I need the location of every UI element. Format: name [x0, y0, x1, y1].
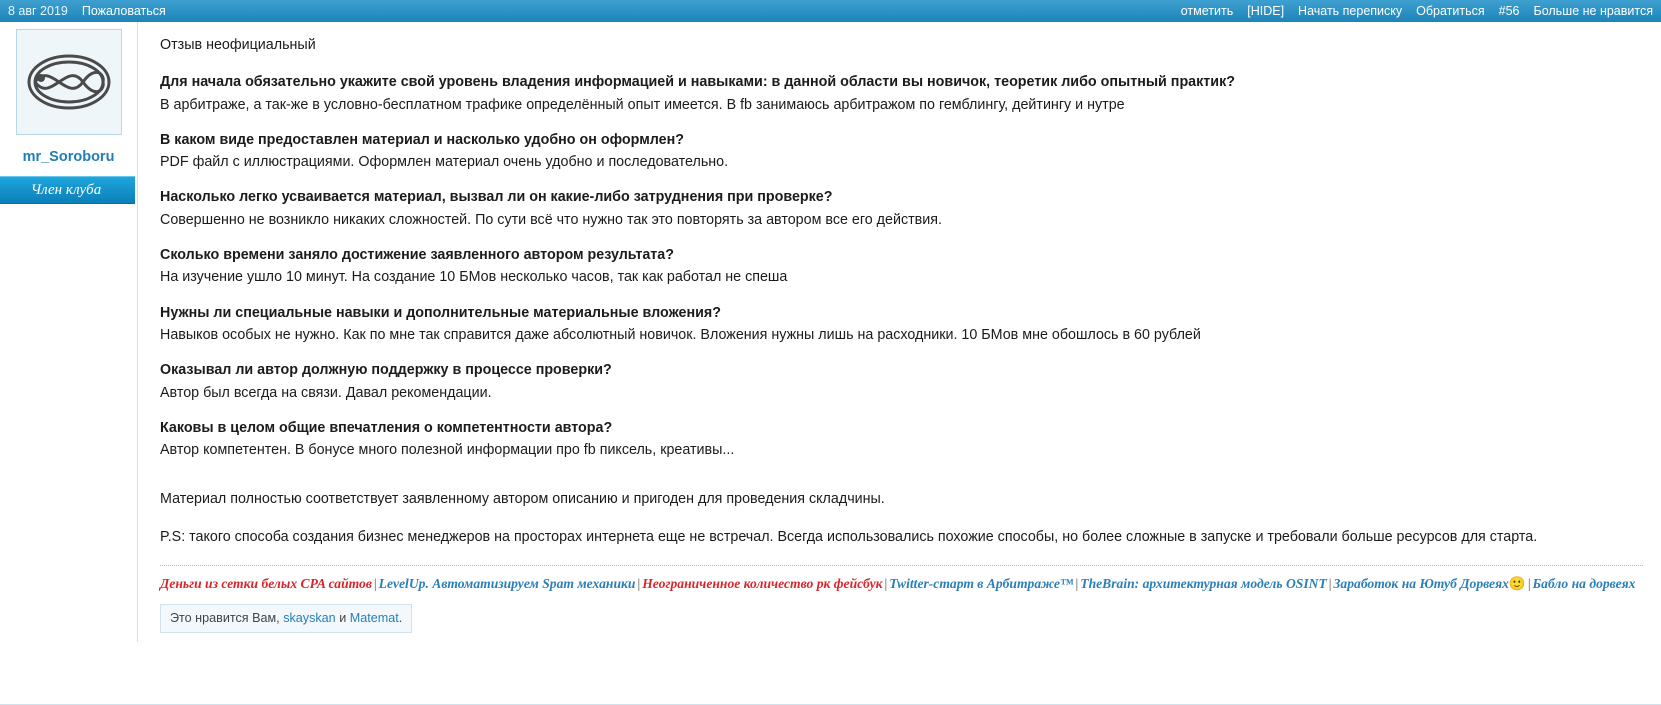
post-body [0, 22, 1661, 642]
username[interactable]: mr_Soroboru [22, 149, 115, 165]
infinity-knot-avatar-icon [21, 34, 117, 130]
post-closing [160, 490, 1643, 547]
unlike-link[interactable]: Больше не нравится [1533, 4, 1653, 18]
qa-block [160, 131, 1643, 173]
qa-answer: На изучение ушло 10 минут. На создание 10 БМов несколько часов, так как работал не спеша [160, 269, 788, 286]
qa-block [160, 73, 1643, 115]
smiley-icon: 🙂 [1508, 576, 1526, 592]
qa-question: Оказывал ли автор должную поддержку в процессе проверки? [160, 362, 612, 379]
avatar[interactable] [16, 29, 122, 135]
post-lead: Отзыв неофициальный [160, 37, 316, 53]
post-header-left [8, 4, 166, 18]
signature-link[interactable]: Заработок на Ютуб Дорвеях [1333, 576, 1509, 592]
qa-answer: PDF файл с иллюстрациями. Оформлен материал очень удобно и последовательно. [160, 154, 729, 171]
closing-paragraph: Материал полностью соответствует заявленному автором описанию и пригоден для проведения складчины. [160, 491, 885, 508]
signature-link[interactable]: LevelUp. Автоматизируем Spam механики [378, 576, 636, 592]
user-signature [160, 565, 1643, 594]
signature-separator: | [637, 576, 641, 592]
signature-separator: | [373, 576, 377, 592]
qa-block [160, 304, 1643, 346]
signature-link[interactable]: Неограниченное количество рк фейсбук [642, 576, 883, 592]
like-user-link[interactable]: skayskan [283, 611, 336, 626]
qa-question: Сколько времени заняло достижение заявленного автором результата? [160, 247, 674, 264]
qa-answer: В арбитраже, а так-же в условно-бесплатном трафике определённый опыт имеется. В fb занимаюсь арбитражом по гемблингу, дейтингу и нутре [160, 96, 1125, 113]
start-conversation-link[interactable]: Начать переписку [1298, 4, 1403, 18]
report-link[interactable]: Пожаловаться [81, 4, 166, 18]
qa-block [160, 188, 1643, 230]
qa-answer: Совершенно не возникло никаких сложностей. По сути всё что нужно так это повторять за автором все его действия. [160, 211, 942, 228]
qa-question: Нужны ли специальные навыки и дополнительные материальные вложения? [160, 304, 721, 321]
mark-link[interactable]: отметить [1180, 4, 1234, 18]
likes-bar [160, 604, 412, 633]
signature-link[interactable]: Бабло на дорвеях [1532, 576, 1636, 592]
user-rank-badge: Член клуба [0, 176, 135, 204]
qa-question: Для начала обязательно укажите свой уровень владения информацией и навыками: в данной области вы новичок, теоретик либо опытный практик? [160, 74, 1235, 91]
signature-separator: | [884, 576, 888, 592]
qa-answer: Автор компетентен. В бонусе много полезной информации про fb пиксель, креативы... [160, 442, 735, 459]
hide-tag-link[interactable]: [HIDE] [1247, 4, 1285, 18]
signature-separator: | [1328, 576, 1332, 592]
qa-answer: Навыков особых не нужно. Как по мне так справится даже абсолютный новичок. Вложения нужны лишь на расходники. 10 БМов мне обошлось в 60 рублей [160, 326, 1201, 343]
closing-paragraph: P.S: такого способа создания бизнес менеджеров на просторах интернета еще не встречал. Всегда использовались похожие способы, но более сложные в запуске и требовали больше ресурсов для старта. [160, 528, 1538, 545]
contact-link[interactable]: Обратиться [1416, 4, 1485, 18]
post-number-link[interactable]: #56 [1498, 4, 1520, 18]
like-user-link[interactable]: Matemat [349, 611, 399, 626]
post-user-column [0, 22, 138, 642]
post-message [138, 22, 1661, 642]
qa-block [160, 361, 1643, 403]
likes-suffix: . [398, 611, 403, 626]
likes-conjunction: и [339, 611, 347, 626]
likes-prefix: Это нравится Вам, [170, 611, 280, 626]
post-date: 8 авг 2019 [8, 4, 68, 18]
qa-block [160, 246, 1643, 288]
signature-link[interactable]: Деньги из сетки белых CPA сайтов [160, 576, 372, 592]
qa-question: Насколько легко усваивается материал, вызвал ли он какие-либо затруднения при проверке? [160, 189, 833, 206]
signature-separator: | [1075, 576, 1079, 592]
qa-question: Каковы в целом общие впечатления о компетентности автора? [160, 419, 613, 436]
signature-separator: | [1527, 576, 1531, 592]
post-header-bar [0, 0, 1661, 22]
qa-block [160, 419, 1643, 461]
signature-link[interactable]: TheBrain: архитектурная модель OSINT [1080, 576, 1327, 592]
signature-link[interactable]: Twitter-старт в Арбитраже™ [889, 576, 1074, 592]
qa-question: В каком виде предоставлен материал и насколько удобно он оформлен? [160, 131, 684, 148]
post-header-right [1181, 4, 1653, 18]
qa-answer: Автор был всегда на связи. Давал рекомендации. [160, 384, 492, 401]
